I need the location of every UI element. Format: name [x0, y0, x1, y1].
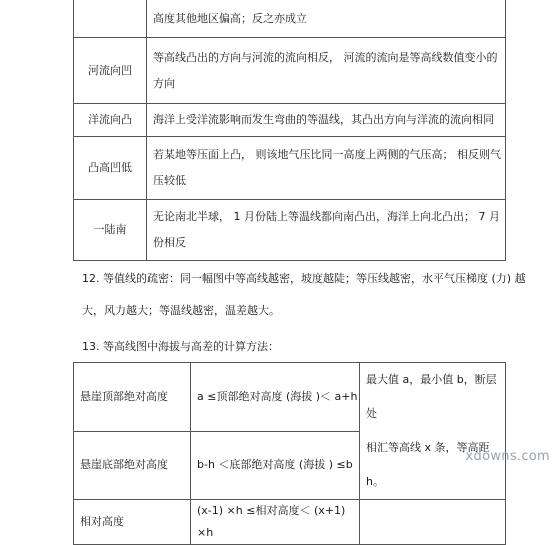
- calc-note-line-1: 最大值 a，最小值 b，断层处: [366, 373, 497, 420]
- row-label: 洋流向凸: [74, 104, 147, 137]
- row-text: 高度其他地区偏高；反之亦成立: [147, 0, 506, 38]
- row-text: 无论南北半球， 1 月份陆上等温线都向南凸出，海洋上向北凸出； 7 月份相反: [147, 200, 506, 261]
- watermark: xdowns.com: [465, 449, 550, 464]
- table-row: [74, 104, 506, 137]
- height-calc-table: [73, 362, 506, 545]
- row-label: 凸高凹低: [74, 137, 147, 200]
- row-text: 海洋上受洋流影响而发生弯曲的等温线，其凸出方向与洋流的流向相同: [147, 104, 506, 137]
- table-row: [74, 38, 506, 104]
- table-row: [74, 200, 506, 261]
- table-row: [74, 363, 506, 432]
- paragraph-12-line-1: 12. 等值线的疏密：同一幅图中等高线越密，坡度越陡；等压线越密，水平气压梯度 (力) 越: [82, 272, 526, 285]
- row-text: 若某地等压面上凸， 则该地气压比同一高度上两侧的气压高； 相反则气压较低: [147, 137, 506, 200]
- section-13-heading: 13. 等高线图中海拔与高差的计算方法：: [82, 340, 279, 353]
- calc-formula: a ≤顶部绝对高度 (海拔 )＜ a+h: [191, 363, 360, 432]
- row-label: 河流向凹: [74, 38, 147, 104]
- calc-formula: (x-1) ×h ≤相对高度＜ (x+1) ×h: [191, 500, 360, 545]
- calc-name: 相对高度: [74, 500, 191, 545]
- row-label: 一陆南: [74, 200, 147, 261]
- table-row: [74, 500, 506, 545]
- table-row: [74, 0, 506, 38]
- paragraph-12-line-2: 大，风力越大；等温线越密，温差越大。: [82, 304, 280, 317]
- calc-note-line-2: 相汇等高线 x 条，等高距 h。: [366, 441, 490, 488]
- table-row: [74, 137, 506, 200]
- contour-rules-table: [73, 0, 506, 261]
- calc-name: 悬崖底部绝对高度: [74, 431, 191, 500]
- row-label: [74, 0, 147, 38]
- calc-name: 悬崖顶部绝对高度: [74, 363, 191, 432]
- calc-note: [360, 363, 506, 500]
- calc-empty-cell: [360, 500, 506, 545]
- row-text: 等高线凸出的方向与河流的流向相反， 河流的流向是等高线数值变小的方向: [147, 38, 506, 104]
- calc-formula: b-h ＜底部绝对高度 (海拔 ) ≤b: [191, 431, 360, 500]
